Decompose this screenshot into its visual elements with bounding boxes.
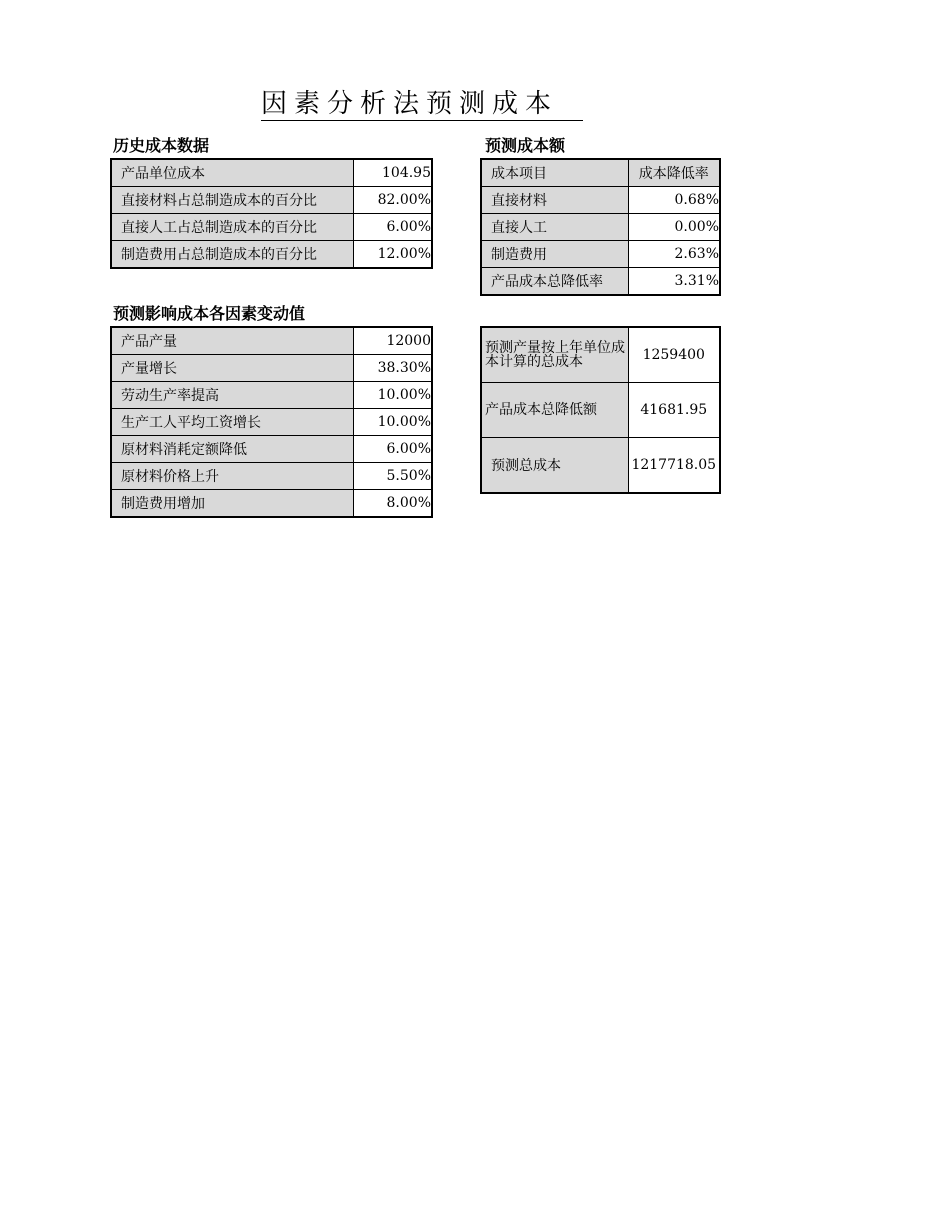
forecast-heading: 预测成本额 (485, 136, 566, 155)
table-row (111, 214, 432, 241)
table-row (111, 490, 432, 518)
summary-value-cell[interactable]: 41681.95 (628, 383, 720, 438)
table-row (481, 438, 720, 494)
summary-value-cell[interactable]: 1259400 (628, 327, 720, 383)
factor-value-cell[interactable]: 10.00% (353, 409, 432, 436)
forecast-table (480, 158, 721, 296)
forecast-value-cell[interactable]: 3.31% (628, 268, 720, 296)
forecast-label-cell[interactable]: 产品成本总降低率 (481, 268, 628, 296)
history-label-cell[interactable]: 直接人工占总制造成本的百分比 (111, 214, 353, 241)
table-row (111, 327, 432, 355)
table-row (111, 436, 432, 463)
table-row (111, 187, 432, 214)
factor-label-cell[interactable]: 劳动生产率提高 (111, 382, 353, 409)
table-row (481, 214, 720, 241)
factor-label-cell[interactable]: 制造费用增加 (111, 490, 353, 518)
page-title: 因素分析法预测成本 (261, 88, 583, 121)
summary-label-cell[interactable]: 预测产量按上年单位成本计算的总成本 (481, 327, 628, 383)
summary-label-cell[interactable]: 产品成本总降低额 (481, 383, 628, 438)
forecast-label-cell[interactable]: 直接材料 (481, 187, 628, 214)
history-table (110, 158, 433, 269)
forecast-value-cell[interactable]: 0.00% (628, 214, 720, 241)
table-row (111, 241, 432, 269)
forecast-label-cell[interactable]: 直接人工 (481, 214, 628, 241)
history-value-cell[interactable]: 82.00% (353, 187, 432, 214)
table-row (111, 382, 432, 409)
factor-value-cell[interactable]: 10.00% (353, 382, 432, 409)
column-header-rate[interactable]: 成本降低率 (628, 159, 720, 187)
forecast-value-cell[interactable]: 0.68% (628, 187, 720, 214)
table-row (481, 268, 720, 296)
factor-label-cell[interactable]: 原材料消耗定额降低 (111, 436, 353, 463)
summary-label-cell[interactable]: 预测总成本 (481, 438, 628, 494)
factor-value-cell[interactable]: 5.50% (353, 463, 432, 490)
factor-label-cell[interactable]: 产品产量 (111, 327, 353, 355)
history-heading: 历史成本数据 (113, 136, 210, 155)
factor-label-cell[interactable]: 产量增长 (111, 355, 353, 382)
table-row (481, 187, 720, 214)
history-label-cell[interactable]: 直接材料占总制造成本的百分比 (111, 187, 353, 214)
history-value-cell[interactable]: 104.95 (353, 159, 432, 187)
factor-label-cell[interactable]: 生产工人平均工资增长 (111, 409, 353, 436)
history-value-cell[interactable]: 12.00% (353, 241, 432, 269)
summary-value-cell[interactable]: 1217718.05 (628, 438, 720, 494)
table-row (111, 355, 432, 382)
factor-value-cell[interactable]: 6.00% (353, 436, 432, 463)
history-label-cell[interactable]: 产品单位成本 (111, 159, 353, 187)
table-row (481, 327, 720, 383)
table-row (111, 463, 432, 490)
summary-table (480, 326, 721, 494)
table-row (111, 159, 432, 187)
factor-value-cell[interactable]: 8.00% (353, 490, 432, 518)
factor-label-cell[interactable]: 原材料价格上升 (111, 463, 353, 490)
forecast-label-cell[interactable]: 制造费用 (481, 241, 628, 268)
column-header-item[interactable]: 成本项目 (481, 159, 628, 187)
factors-heading: 预测影响成本各因素变动值 (113, 304, 306, 323)
factors-table (110, 326, 433, 518)
table-row (481, 383, 720, 438)
history-value-cell[interactable]: 6.00% (353, 214, 432, 241)
table-row (111, 409, 432, 436)
table-header-row (481, 159, 720, 187)
forecast-value-cell[interactable]: 2.63% (628, 241, 720, 268)
factor-value-cell[interactable]: 12000 (353, 327, 432, 355)
history-label-cell[interactable]: 制造费用占总制造成本的百分比 (111, 241, 353, 269)
table-row (481, 241, 720, 268)
factor-value-cell[interactable]: 38.30% (353, 355, 432, 382)
